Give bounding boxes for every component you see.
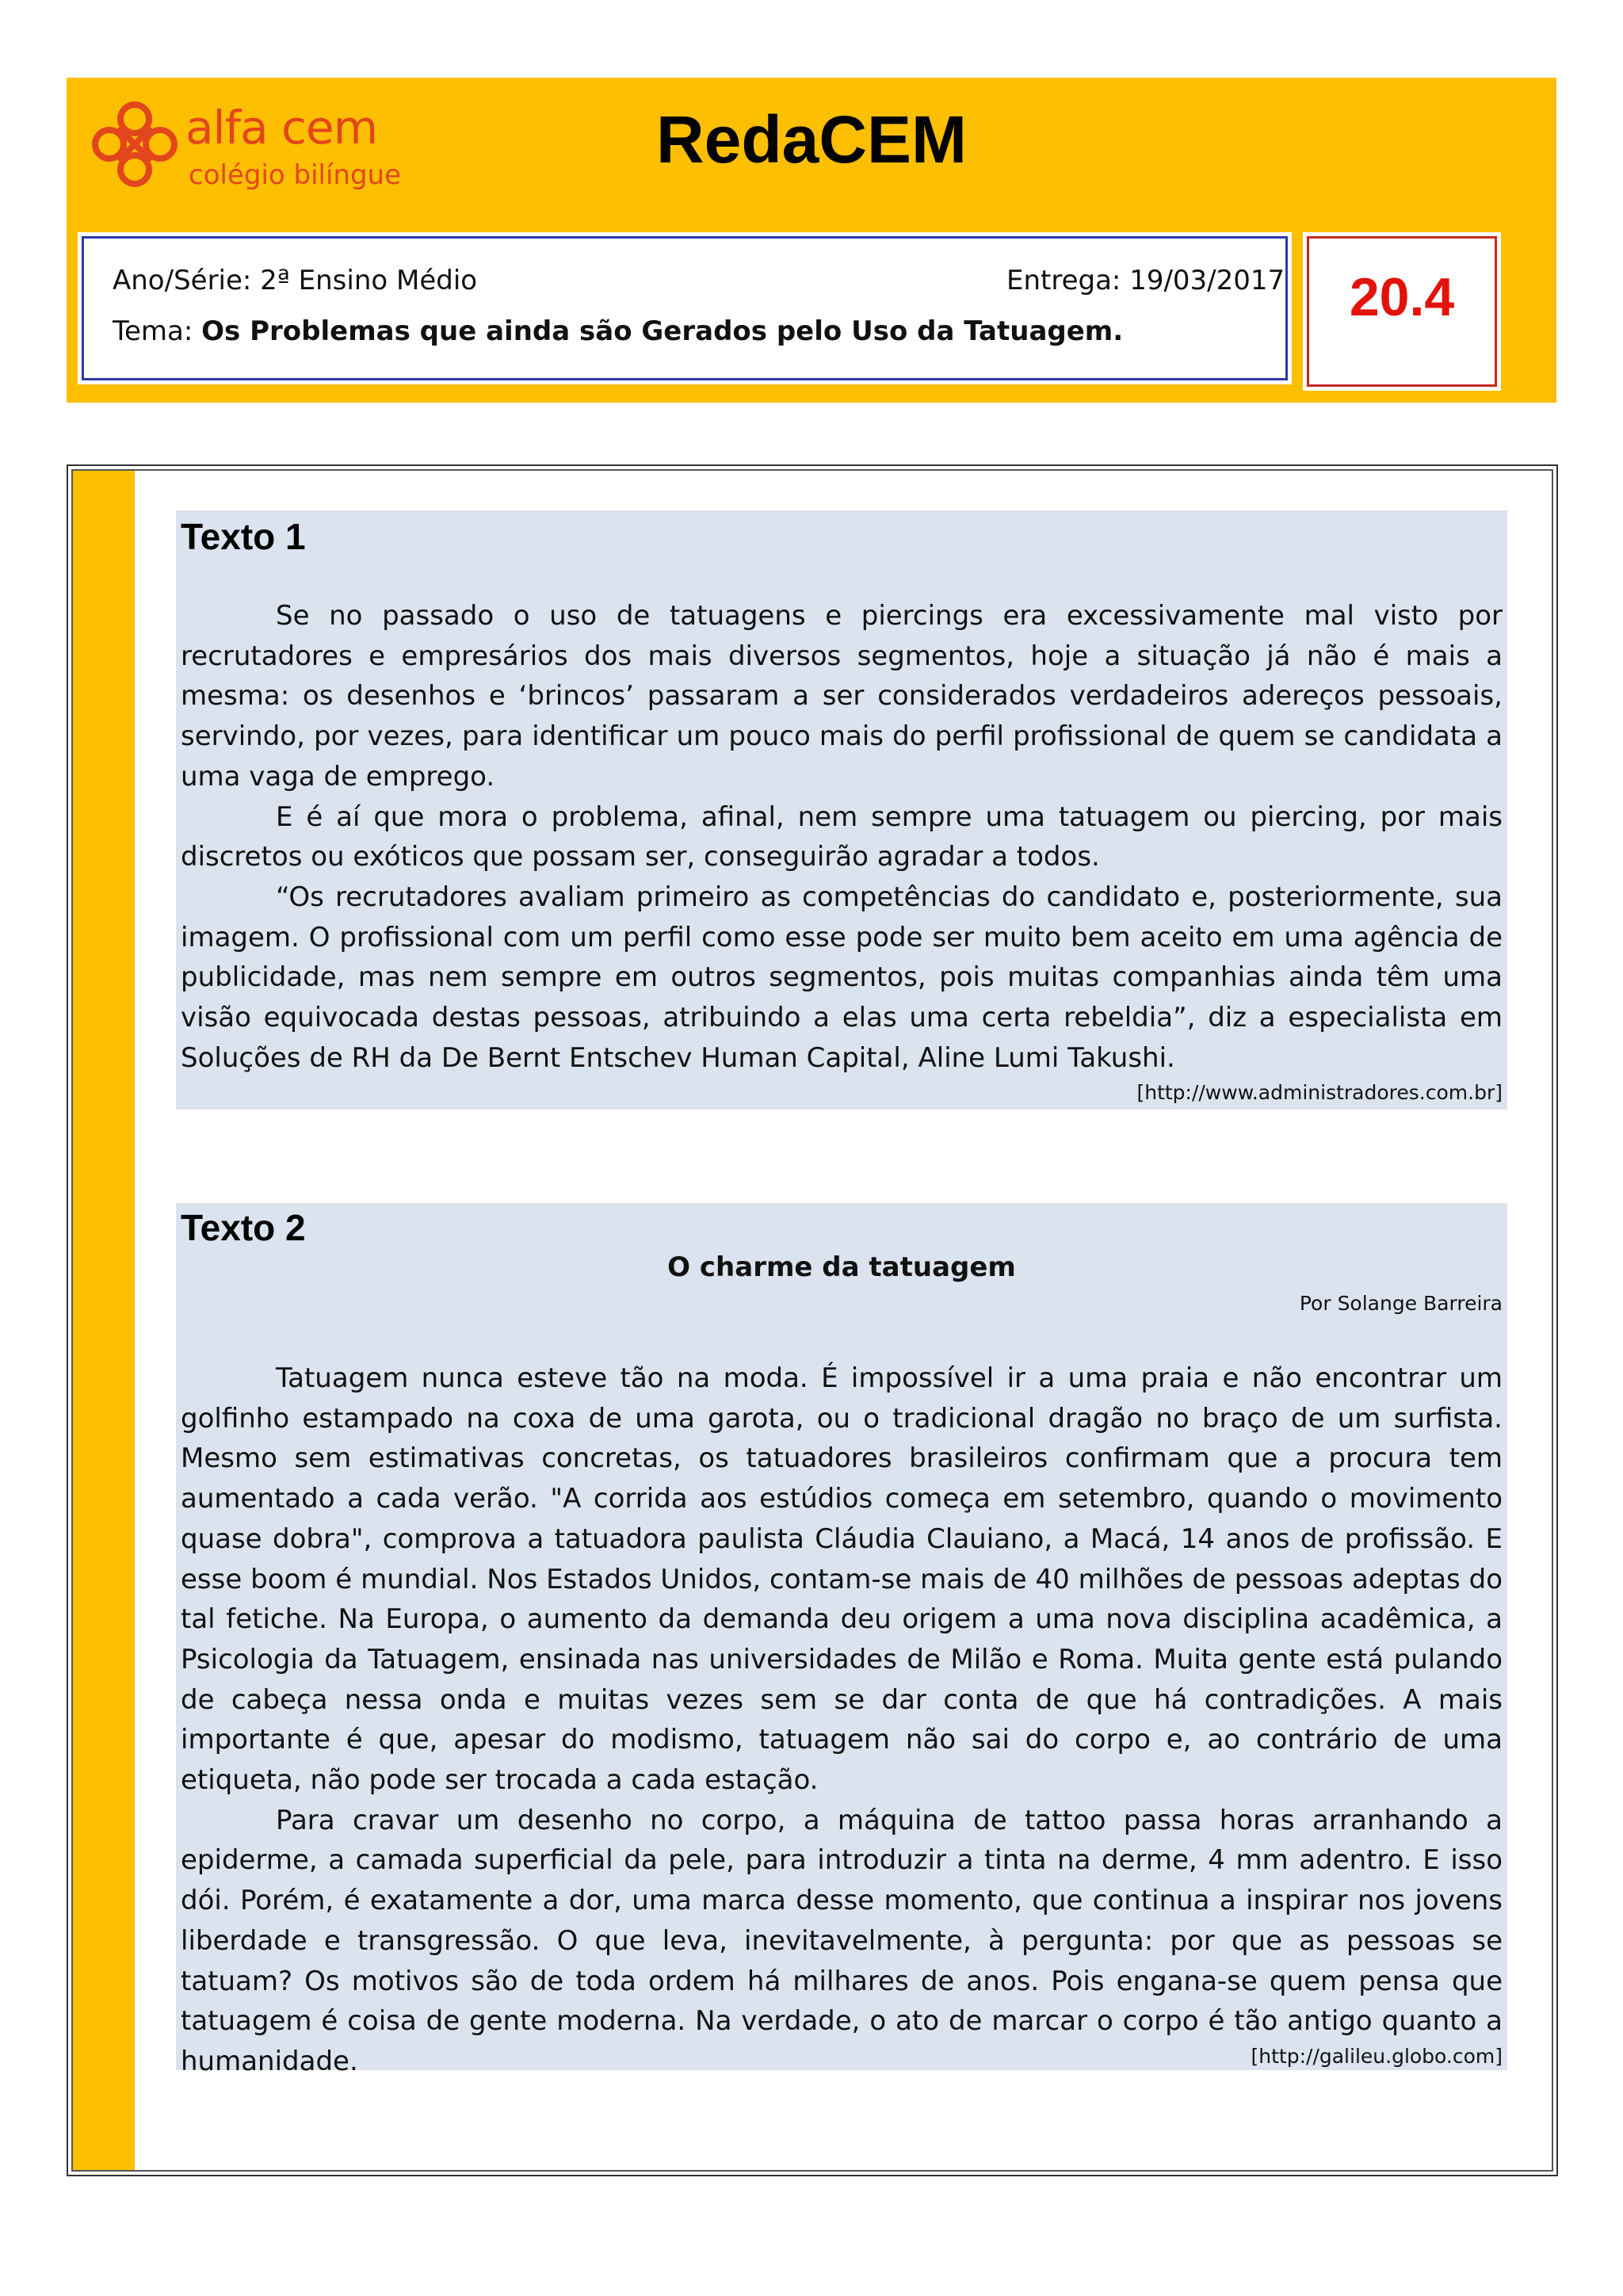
side-stripe (73, 471, 135, 2170)
texto-1-paragraph: “Os recrutadores avaliam primeiro as competências do candidato e, posteriormente, sua imagem. O profissional com um perfil como esse pode ser muito bem aceito em uma agência de publicidade, mas nem sempre em outros segmentos, pois muitas companhias ainda têm uma visão equivocada destas pessoas, atribuindo a elas uma certa rebeldia”, diz a especialista em Soluções de RH da De Bernt Entschev Human Capital, Aline Lumi Takushi. (181, 881, 1503, 1074)
assignment-number: 20.4 (1349, 267, 1455, 327)
texto-2-paragraph: Tatuagem nunca esteve tão na moda. É impossível ir a uma praia e não encontrar um golfinho estampado na coxa de uma garota, ou o tradicional dragão no braço de um surfista. Mesmo sem estimativas concretas, os tatuadores brasileiros confirmam que a procura tem aumentado a cada verão. "A corrida aos estúdios começa em setembro, quando o movimento quase dobra", comprova a tatuadora paulista Cláudia Clauiano, a Macá, 14 anos de profissão. E esse boom é mundial. Nos Estados Unidos, contam-se mais de 40 milhões de pessoas adeptas do tal fetiche. Na Europa, o aumento da demanda deu origem a uma nova disciplina acadêmica, a Psicologia da Tatuagem, ensinada nas universidades de Milão e Roma. Muita gente está pulando de cabeça nessa onda e muitas vezes sem se dar conta de que há contradições. A mais importante é que, apesar do modismo, tatuagem não sai do corpo e, ao contrário de uma etiqueta, não pode ser trocada a cada estação. (181, 1362, 1503, 1797)
texto-1-heading: Texto 1 (181, 516, 306, 557)
grade-level: Ano/Série: 2ª Ensino Médio (113, 265, 478, 296)
texto-2-title: O charme da tatuagem (667, 1251, 1016, 1283)
due-date: Entrega: 19/03/2017 (1006, 265, 1285, 296)
texto-2-heading: Texto 2 (181, 1207, 306, 1248)
texto-2-block (176, 1203, 1507, 2077)
texto-2-paragraph: Para cravar um desenho no corpo, a máquina de tattoo passa horas arranhando a epiderme, a camada superficial da pele, para introduzir a tinta na derme, 4 mm adentro. E isso dói. Porém, é exatamente a dor, uma marca desse momento, que continua a inspirar nos jovens liberdade e transgressão. O que leva, inevitavelmente, à pergunta: por que as pessoas se tatuam? Os motivos são de toda ordem há milhares de anos. Pois engana-se quem pensa que tatuagem é coisa de gente moderna. Na verdade, o ato de marcar o corpo é tão antigo quanto a humanidade. (181, 1804, 1503, 2077)
content-frame (67, 464, 1558, 2176)
texto-1-block (176, 510, 1507, 1110)
texto-2-body (181, 1358, 1503, 2082)
brand-subtitle: colégio bilíngue (189, 159, 402, 191)
page-title: RedaCEM (655, 102, 968, 177)
texto-2-source: [http://galileu.globo.com] (1251, 2045, 1503, 2068)
theme (113, 315, 1124, 347)
texto-2-byline: Por Solange Barreira (1299, 1292, 1503, 1315)
texto-1-paragraph: Se no passado o uso de tatuagens e piercings era excessivamente mal visto por recrutadores e empresários dos mais diversos segmentos, hoje a situação já não é mais a mesma: os desenhos e ‘brincos’ passaram a ser considerados verdadeiros adereços pessoais, servindo, por vezes, para identificar um pouco mais do perfil profissional de quem se candidata a uma vaga de emprego. (181, 600, 1503, 793)
theme-value: Os Problemas que ainda são Gerados pelo Uso da Tatuagem. (201, 315, 1124, 347)
header-banner (67, 78, 1556, 403)
texto-1-paragraph: E é aí que mora o problema, afinal, nem sempre uma tatuagem ou piercing, por mais discretos ou exóticos que possam ser, conseguirão agradar a todos. (181, 800, 1503, 873)
texto-1-body (181, 596, 1503, 1078)
assignment-info-box (78, 232, 1292, 384)
brand-name: alfa cem (185, 101, 378, 155)
content-frame-inner (71, 469, 1553, 2172)
theme-label: Tema: (113, 315, 202, 347)
assignment-number-box (1303, 232, 1501, 391)
texto-1-source: [http://www.administradores.com.br] (1136, 1081, 1503, 1104)
